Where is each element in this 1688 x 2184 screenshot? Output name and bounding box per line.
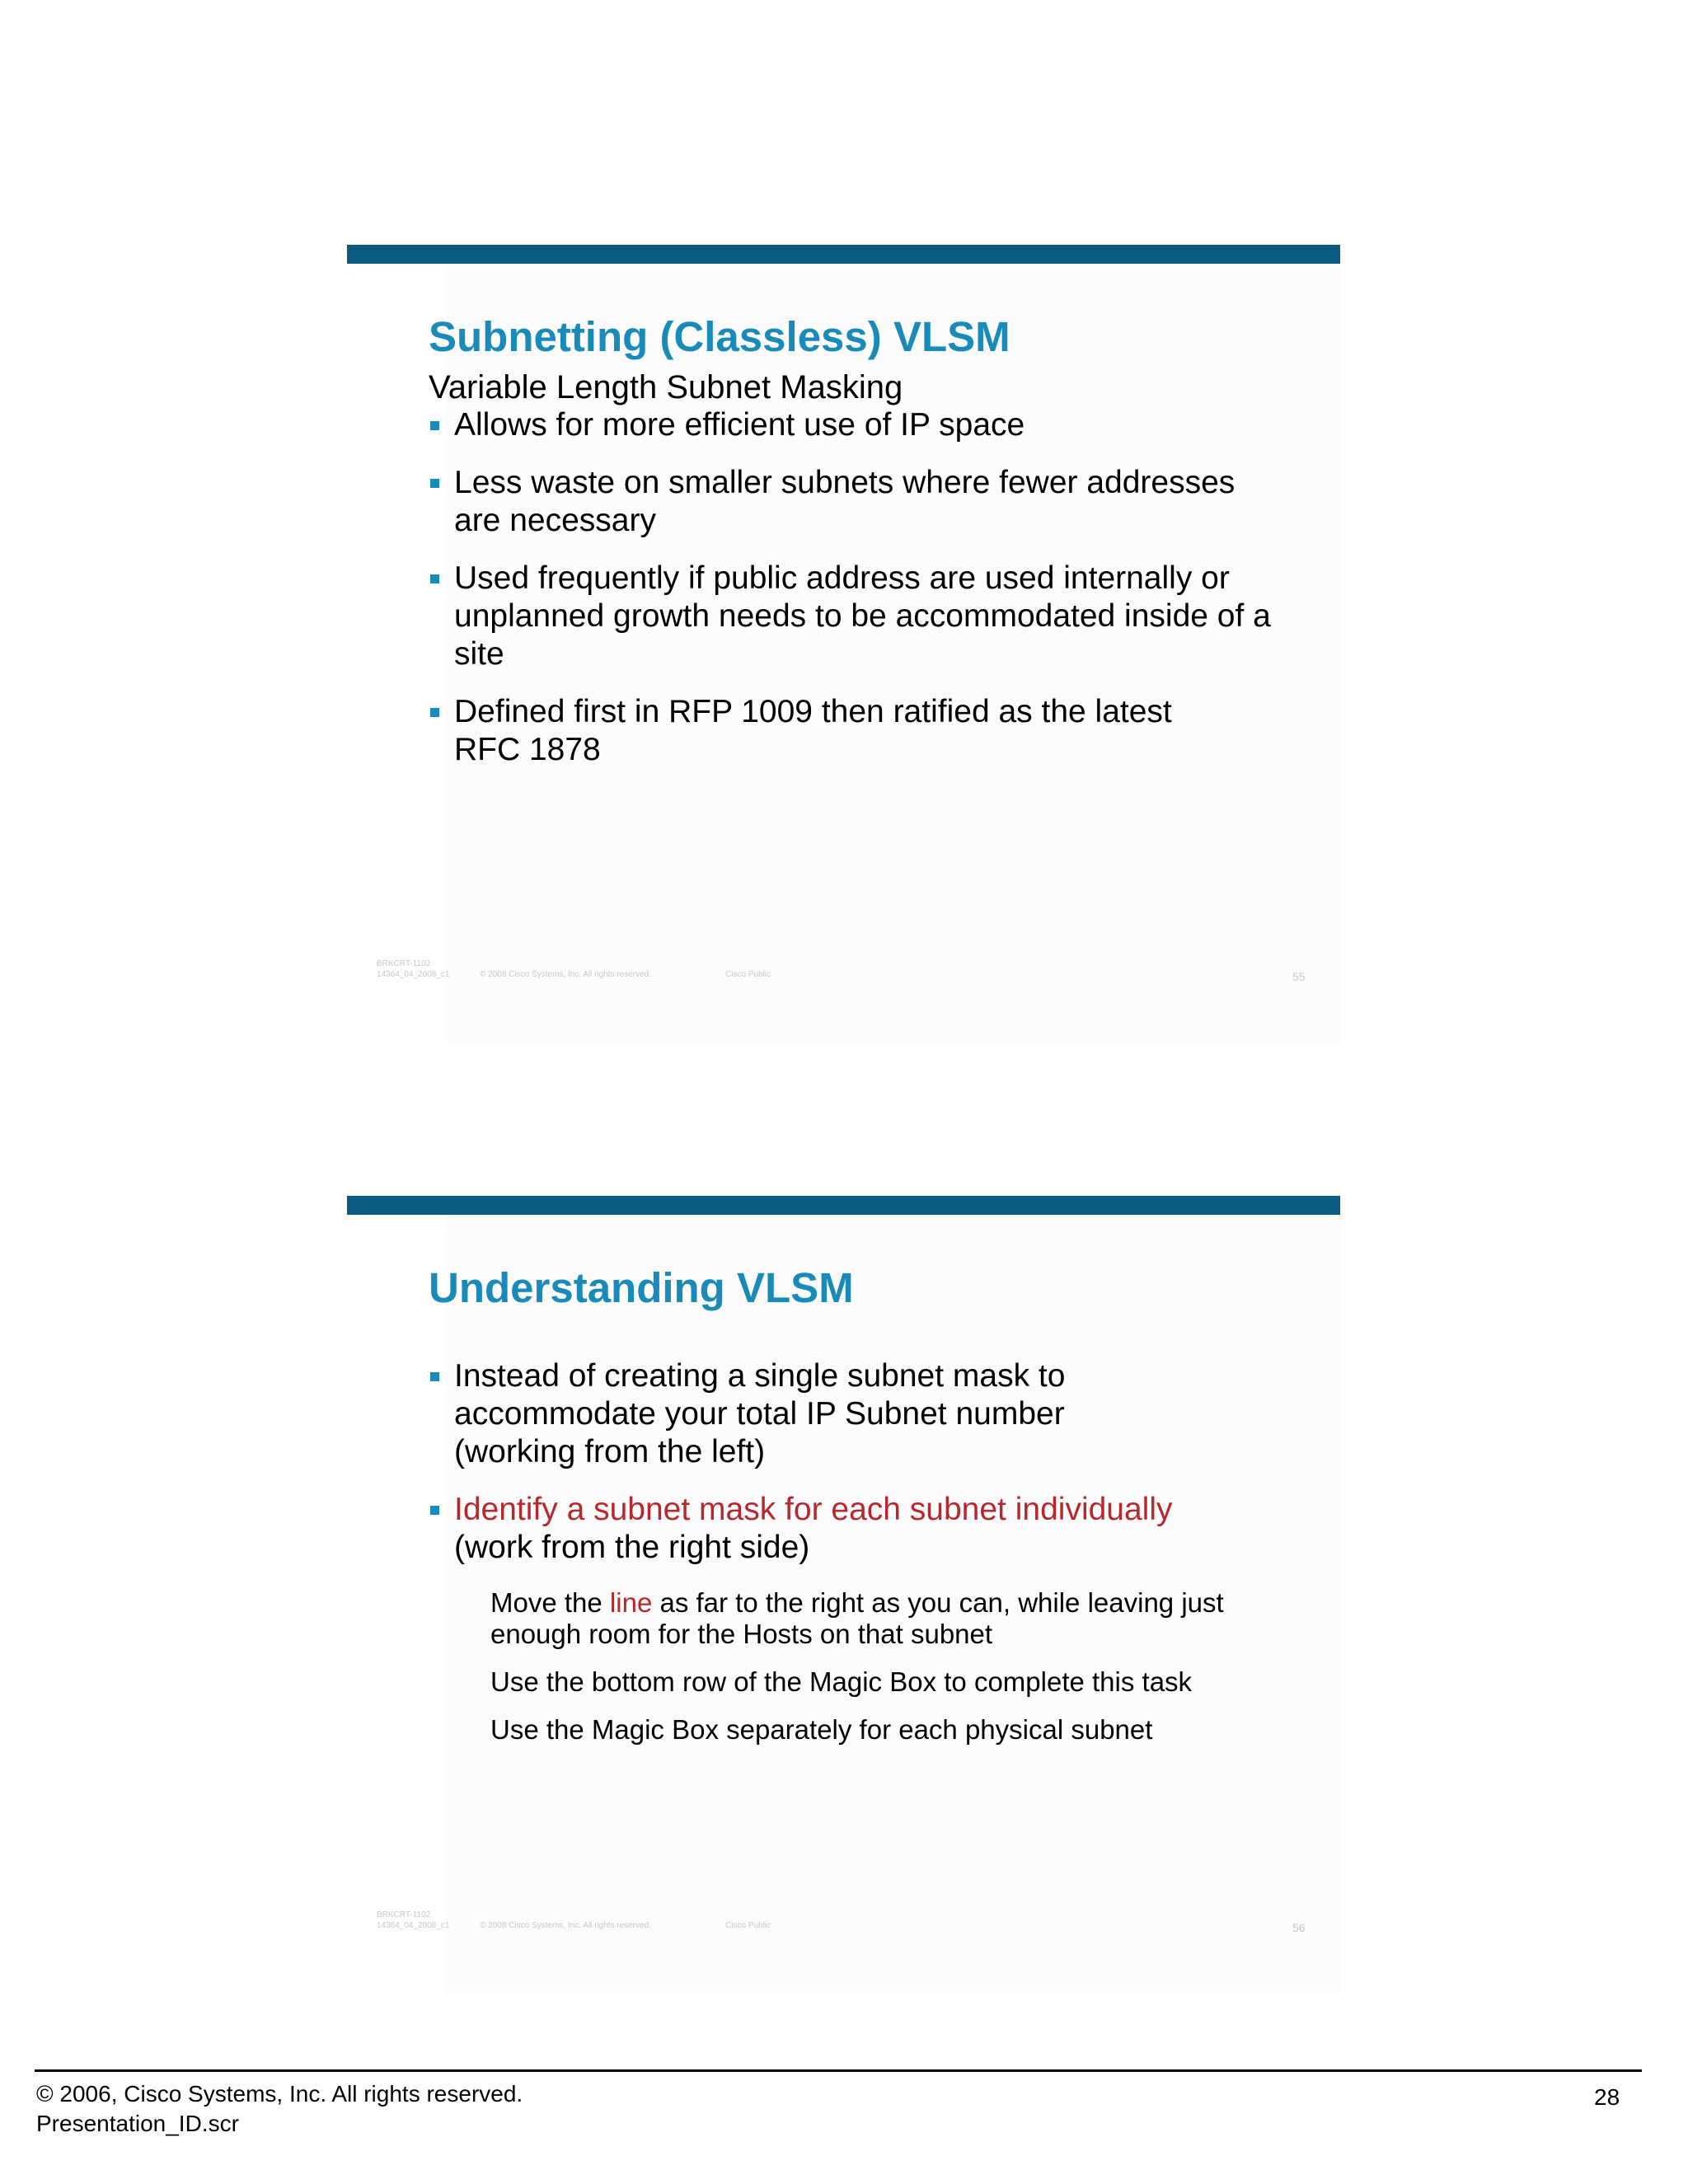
slide-footer	[377, 958, 771, 980]
bullet-item	[429, 406, 1302, 444]
slide-2	[347, 1196, 1340, 1995]
slide-title: Subnetting (Classless) VLSM	[429, 313, 1010, 360]
sub-bullet-list	[490, 1587, 1282, 1762]
bullet-text: Allows for more efficient use of IP space	[454, 407, 1025, 443]
page-footer-copyright: © 2006, Cisco Systems, Inc. All rights reserved.	[36, 2081, 523, 2107]
footer-classification: Cisco Public	[725, 970, 771, 979]
sub-bullet-text: Use the Magic Box separately for each physical subnet	[490, 1714, 1153, 1745]
sub-bullet-text: Move the	[490, 1587, 610, 1618]
sub-bullet-item	[490, 1587, 1282, 1650]
slide-number: 56	[1292, 1921, 1306, 1934]
slide-footer	[377, 1910, 771, 1931]
sub-bullet-text: Use the bottom row of the Magic Box to complete this task	[490, 1666, 1193, 1697]
bullet-text: Defined first in RFP 1009 then ratified as the latest RFC 1878	[454, 694, 1172, 767]
bullet-square-icon	[430, 479, 439, 488]
bullet-text: Used frequently if public address are used internally or unplanned growth needs to be accommodated inside of a site	[454, 560, 1271, 672]
slide-title: Understanding VLSM	[429, 1264, 854, 1311]
sub-bullet-highlight: line	[609, 1587, 653, 1618]
slide-header-bar	[347, 245, 1340, 264]
bullet-square-icon	[430, 574, 439, 583]
bullet-square-icon	[430, 1506, 439, 1515]
slide-subtitle: Variable Length Subnet Masking	[429, 369, 903, 405]
footer-classification: Cisco Public	[725, 1921, 771, 1930]
footer-session-id: BRKCRT-1102	[377, 959, 431, 968]
bullet-text: (work from the right side)	[454, 1530, 810, 1565]
slide-number: 55	[1292, 970, 1306, 983]
slide-1	[347, 245, 1340, 1044]
bullet-item	[429, 560, 1278, 673]
bullet-item	[429, 1491, 1237, 1567]
bullet-item	[429, 464, 1237, 540]
footer-copyright: © 2008 Cisco Systems, Inc. All rights reserved.	[480, 970, 652, 979]
bullet-item	[429, 693, 1212, 769]
footer-doc-id: 14364_04_2008_c1	[377, 1921, 450, 1930]
slide-header-bar	[347, 1196, 1340, 1215]
page-footer-rule	[35, 2069, 1642, 2072]
sub-bullet-item	[490, 1666, 1282, 1698]
bullet-text: Instead of creating a single subnet mask to accommodate your total IP Subnet number (working from the left)	[454, 1358, 1066, 1469]
sub-bullet-text: as far to the right as you can, while leaving just enough room for the Hosts on that subnet	[490, 1587, 1224, 1649]
bullet-list	[429, 406, 1302, 789]
bullet-list	[429, 1357, 1302, 1586]
footer-doc-id: 14364_04_2008_c1	[377, 970, 450, 979]
bullet-square-icon	[430, 421, 439, 430]
bullet-square-icon	[430, 1372, 439, 1381]
bullet-text: Less waste on smaller subnets where fewer addresses are necessary	[454, 465, 1236, 538]
footer-session-id: BRKCRT-1102	[377, 1910, 431, 1919]
bullet-item	[429, 1357, 1163, 1471]
sub-bullet-item	[490, 1714, 1282, 1746]
page-footer-presentation-id: Presentation_ID.scr	[36, 2111, 239, 2136]
bullet-highlight-text: Identify a subnet mask for each subnet individually	[454, 1492, 1173, 1527]
bullet-square-icon	[430, 708, 439, 717]
page-number: 28	[1594, 2084, 1620, 2110]
footer-copyright: © 2008 Cisco Systems, Inc. All rights reserved.	[480, 1921, 652, 1930]
